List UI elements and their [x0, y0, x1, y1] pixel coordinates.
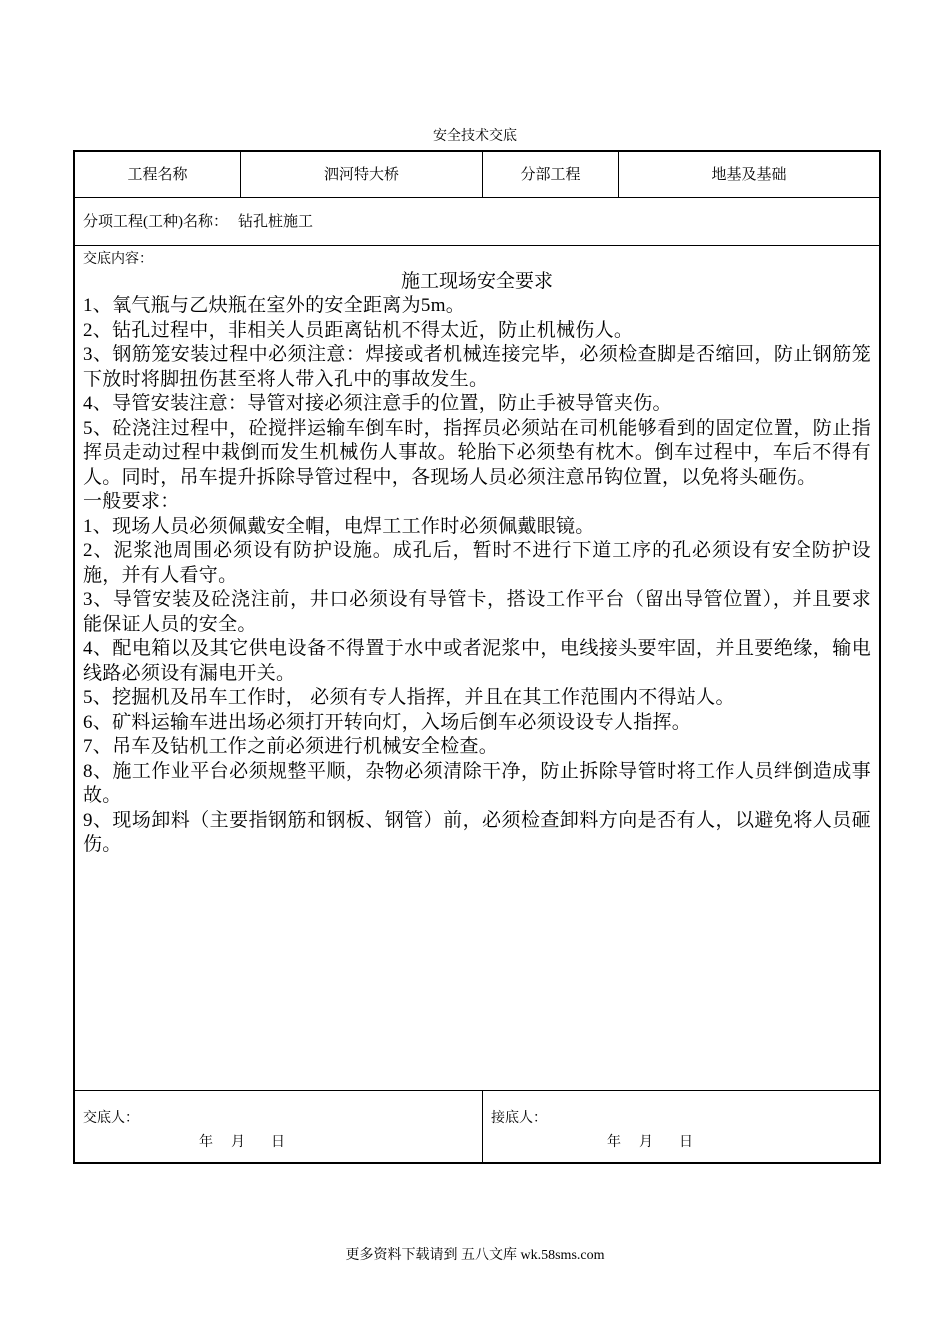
day-label: 日: [271, 1135, 285, 1150]
giver-signature-cell: [75, 1091, 483, 1162]
disclosure-form: [73, 150, 881, 1164]
month-label: 月: [231, 1135, 245, 1150]
project-name-value: 泗河特大桥: [241, 152, 483, 198]
division-value: 地基及基础: [711, 167, 787, 183]
signature-row: [75, 1091, 879, 1162]
division-label: 分部工程: [483, 152, 619, 198]
content-paragraph: 1、氧气瓶与乙炔瓶在室外的安全距离为5m。: [83, 295, 466, 316]
general-requirements-heading: 一般要求：: [83, 491, 180, 512]
content-label: 交底内容：: [83, 252, 153, 267]
content-paragraph: 1、现场人员必须佩戴安全帽，电焊工工作时必须佩戴眼镜。: [83, 515, 595, 537]
content-paragraph: 2、泥浆池周围必须设有防护设施。成孔后，暂时不进行下道工序的孔必须设有安全防护设施，并有人看守。: [83, 540, 871, 586]
project-name-label: 工程名称: [75, 152, 241, 198]
receiver-label: 接底人：: [491, 1111, 547, 1126]
document-title: 安全技术交底: [433, 129, 517, 144]
content-paragraph: 5、挖掘机及吊车工作时， 必须有专人指挥，并且在其工作范围内不得站人。: [83, 687, 735, 708]
content-paragraph: 4、配电箱以及其它供电设备不得置于水中或者泥浆中，电线接头要牢固，并且要绝缘，输电线路必须设有漏电开关。: [83, 638, 871, 684]
giver-date: [199, 1133, 285, 1153]
receiver-signature-cell: [483, 1091, 879, 1162]
header-row: [75, 152, 879, 198]
content-paragraph: 3、钢筋笼安装过程中必须注意：焊接或者机械连接完毕，必须检查脚是否缩回，防止钢筋笼下放时将脚扭伤甚至将人带入孔中的事故发生。: [83, 344, 871, 390]
content-paragraph: 2、钻孔过程中，非相关人员距离钻机不得太近，防止机械伤人。: [83, 319, 634, 341]
month-label: 月: [639, 1135, 653, 1150]
day-label: 日: [679, 1135, 693, 1150]
year-label: 年: [199, 1135, 213, 1150]
receiver-date: [607, 1133, 693, 1153]
content-paragraph: 7、吊车及钻机工作之前必须进行机械安全检查。: [83, 736, 499, 757]
content-paragraph: 4、导管安装注意：导管对接必须注意手的位置，防止手被导管夹伤。: [83, 393, 672, 414]
sub-item-row: [75, 198, 879, 246]
content-paragraph: 9、现场卸料（主要指钢筋和钢板、钢管）前，必须检查卸料方向是否有人，以避免将人员砸伤。: [83, 809, 871, 855]
content-paragraph: 8、施工作业平台必须规整平顺，杂物必须清除干净，防止拆除导管时将工作人员绊倒造成事故。: [83, 760, 871, 806]
content-section: [75, 246, 879, 1091]
content-paragraph: 6、矿料运输车进出场必须打开转向灯，入场后倒车必须设设专人指挥。: [83, 711, 692, 733]
sub-item-label: 分项工程(工种)名称：: [83, 214, 228, 230]
sub-item-value: 钻孔桩施工: [238, 214, 314, 230]
content-paragraph: 3、导管安装及砼浇注前，井口必须设有导管卡，搭设工作平台（留出导管位置），并且要求能保证人员的安全。: [83, 589, 871, 635]
content-paragraph: 5、砼浇注过程中，砼搅拌运输车倒车时，指挥员必须站在司机能够看到的固定位置，防止指挥员走动过程中栽倒而发生机械伤人事故。轮胎下必须垫有枕木。倒车过程中，车后不得有人。同时，吊车提升拆除导管过程中，各现场人员必须注意吊钩位置，以免将头砸伤。: [83, 417, 871, 488]
giver-label: 交底人：: [83, 1111, 139, 1126]
year-label: 年: [607, 1135, 621, 1150]
footer-note: 更多资料下载请到 五八文库 wk.58sms.com: [345, 1248, 605, 1263]
content-heading: 施工现场安全要求: [400, 271, 553, 292]
